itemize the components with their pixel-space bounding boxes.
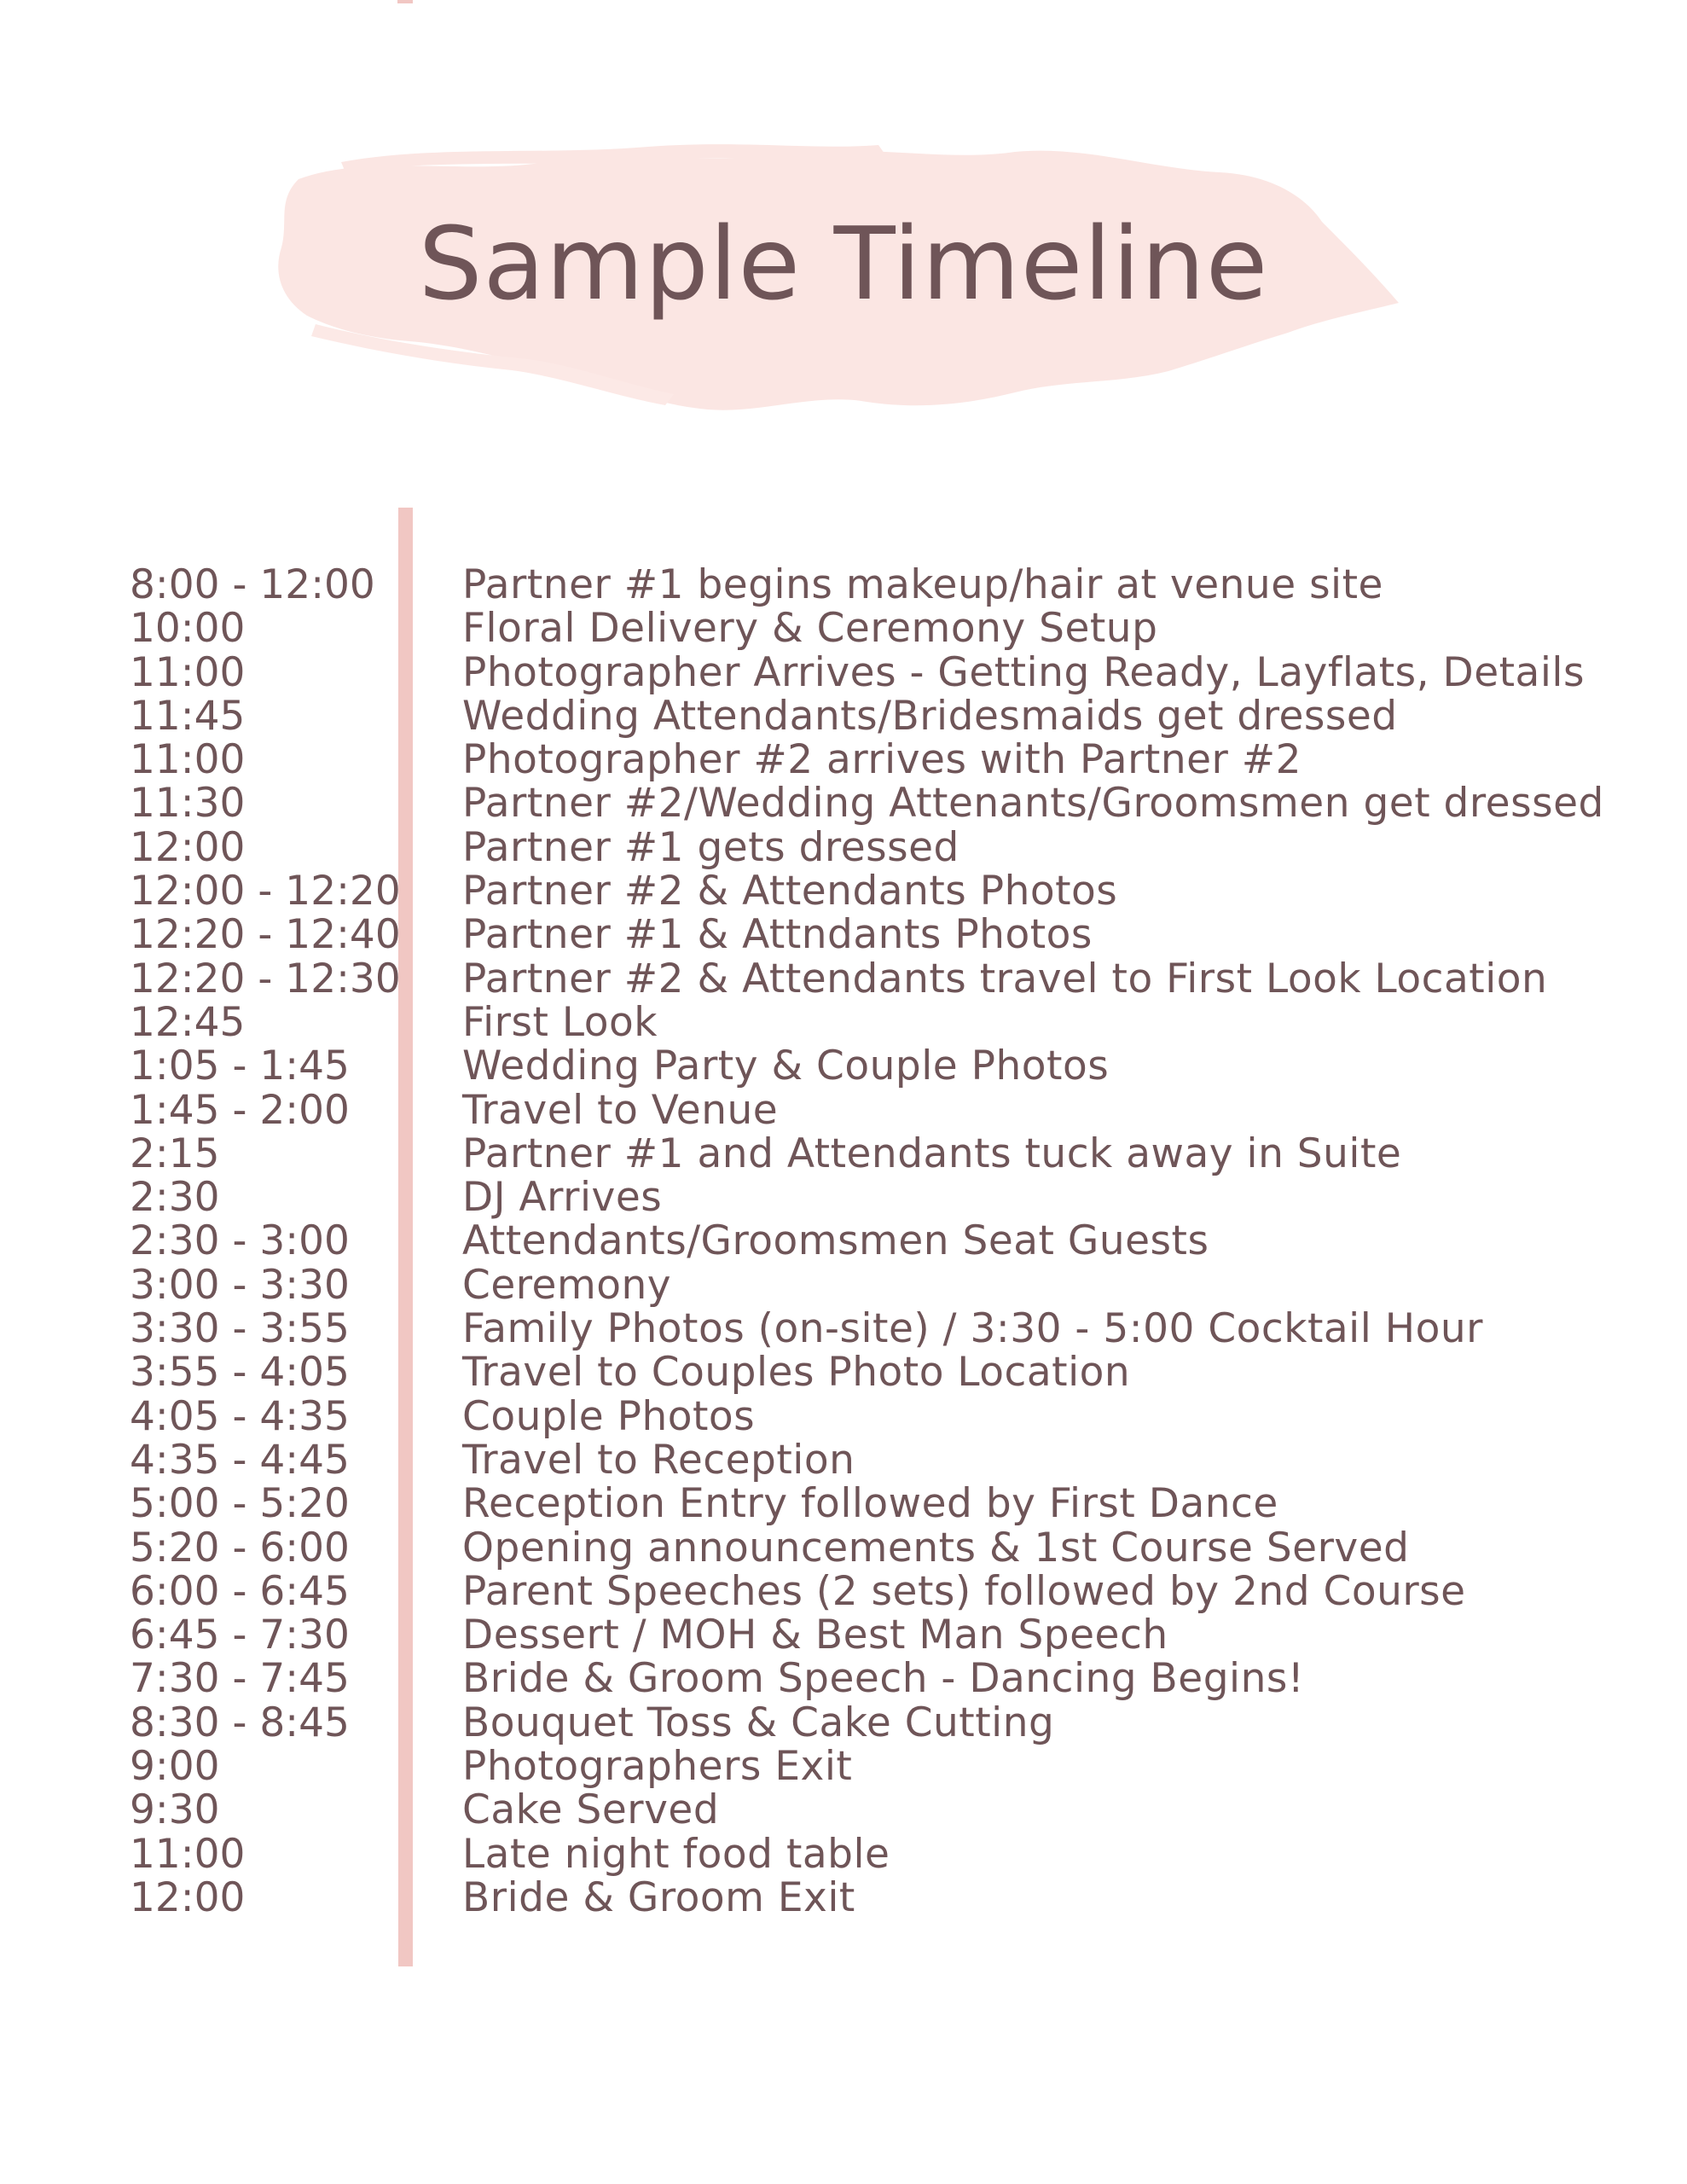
timeline-row bbox=[0, 1263, 1687, 1307]
timeline-row bbox=[0, 1480, 1687, 1528]
timeline-time: 2:15 bbox=[130, 1130, 220, 1177]
timeline-event: Partner #2/Wedding Attenants/Groomsmen get dressed bbox=[462, 780, 1604, 828]
timeline-row bbox=[0, 823, 1687, 871]
timeline-time: 9:00 bbox=[130, 1743, 220, 1791]
timeline-event: Cake Served bbox=[462, 1786, 720, 1834]
timeline-row bbox=[0, 780, 1687, 828]
timeline-time: 10:00 bbox=[130, 605, 246, 653]
timeline-list bbox=[0, 563, 1687, 1920]
timeline-time: 8:30 - 8:45 bbox=[130, 1699, 350, 1746]
timeline-time: 4:05 - 4:35 bbox=[130, 1392, 350, 1440]
top-edge-mark bbox=[397, 0, 413, 3]
timeline-event: Partner #1 and Attendants tuck away in Suite bbox=[462, 1130, 1402, 1177]
timeline-time: 11:45 bbox=[130, 692, 246, 740]
timeline-event: Travel to Venue bbox=[462, 1086, 779, 1134]
timeline-event: Partner #1 & Attndants Photos bbox=[462, 911, 1093, 959]
timeline-event: Travel to Couples Photo Location bbox=[462, 1349, 1131, 1397]
timeline-event: Partner #2 & Attendants Photos bbox=[462, 868, 1118, 915]
timeline-time: 12:00 bbox=[130, 1873, 246, 1921]
page-title: Sample Timeline bbox=[418, 205, 1269, 322]
timeline-event: Photographer Arrives - Getting Ready, Layflats, Details bbox=[462, 648, 1585, 696]
timeline-event: Travel to Reception bbox=[462, 1436, 855, 1484]
timeline-time: 11:00 bbox=[130, 648, 246, 696]
timeline-row bbox=[0, 1743, 1687, 1791]
timeline-time: 1:45 - 2:00 bbox=[130, 1086, 350, 1134]
timeline-event: Dessert / MOH & Best Man Speech bbox=[462, 1612, 1168, 1659]
timeline-row bbox=[0, 1655, 1687, 1703]
timeline-row bbox=[0, 1788, 1687, 1832]
timeline-time: 5:00 - 5:20 bbox=[130, 1480, 350, 1528]
timeline-event: Opening announcements & 1st Course Served bbox=[462, 1524, 1410, 1571]
timeline-event: Bride & Groom Exit bbox=[462, 1873, 855, 1921]
timeline-time: 6:00 - 6:45 bbox=[130, 1567, 350, 1615]
timeline-time: 12:45 bbox=[130, 998, 246, 1046]
timeline-row bbox=[0, 957, 1687, 1001]
timeline-row bbox=[0, 694, 1687, 738]
timeline-time: 2:30 bbox=[130, 1174, 220, 1222]
timeline-row bbox=[0, 1873, 1687, 1921]
timeline-time: 12:20 - 12:30 bbox=[130, 955, 401, 1002]
timeline-time: 12:20 - 12:40 bbox=[130, 911, 401, 959]
timeline-time: 11:00 bbox=[130, 736, 246, 784]
timeline-event: Partner #2 & Attendants travel to First Look Location bbox=[462, 955, 1548, 1002]
timeline-row bbox=[0, 1526, 1687, 1570]
timeline-event: DJ Arrives bbox=[462, 1174, 663, 1222]
timeline-row bbox=[0, 1567, 1687, 1615]
timeline-time: 7:30 - 7:45 bbox=[130, 1655, 350, 1703]
timeline-row bbox=[0, 1219, 1687, 1263]
timeline-event: Reception Entry followed by First Dance bbox=[462, 1480, 1278, 1528]
timeline-row bbox=[0, 1349, 1687, 1397]
timeline-row bbox=[0, 1174, 1687, 1222]
timeline-row bbox=[0, 605, 1687, 653]
timeline-row bbox=[0, 1701, 1687, 1745]
timeline-time: 11:00 bbox=[130, 1830, 246, 1878]
timeline-event: Bride & Groom Speech - Dancing Begins! bbox=[462, 1655, 1305, 1703]
timeline-row bbox=[0, 1086, 1687, 1134]
timeline-time: 2:30 - 3:00 bbox=[130, 1217, 350, 1265]
timeline-row bbox=[0, 1438, 1687, 1482]
timeline-time: 4:35 - 4:45 bbox=[130, 1436, 350, 1484]
timeline-row bbox=[0, 1132, 1687, 1176]
timeline-event: Couple Photos bbox=[462, 1392, 756, 1440]
timeline-row bbox=[0, 563, 1687, 607]
timeline-time: 12:00 bbox=[130, 823, 246, 871]
timeline-event: Bouquet Toss & Cake Cutting bbox=[462, 1699, 1055, 1746]
timeline-time: 9:30 bbox=[130, 1786, 220, 1834]
timeline-time: 8:00 - 12:00 bbox=[130, 561, 375, 608]
timeline-row bbox=[0, 1830, 1687, 1878]
timeline-row bbox=[0, 1392, 1687, 1440]
timeline-event: Wedding Party & Couple Photos bbox=[462, 1043, 1110, 1090]
timeline-event: Parent Speeches (2 sets) followed by 2nd Course bbox=[462, 1567, 1466, 1615]
timeline-event: Attendants/Groomsmen Seat Guests bbox=[462, 1217, 1209, 1265]
timeline-event: Partner #1 gets dressed bbox=[462, 823, 959, 871]
timeline-event: Late night food table bbox=[462, 1830, 890, 1878]
timeline-row bbox=[0, 648, 1687, 696]
timeline-row bbox=[0, 869, 1687, 913]
timeline-event: Photographer #2 arrives with Partner #2 bbox=[462, 736, 1302, 784]
timeline-row bbox=[0, 736, 1687, 784]
timeline-time: 1:05 - 1:45 bbox=[130, 1043, 350, 1090]
timeline-event: Wedding Attendants/Bridesmaids get dressed bbox=[462, 692, 1398, 740]
timeline-event: Ceremony bbox=[462, 1261, 672, 1309]
timeline-event: Floral Delivery & Ceremony Setup bbox=[462, 605, 1158, 653]
timeline-time: 3:30 - 3:55 bbox=[130, 1305, 350, 1353]
timeline-time: 6:45 - 7:30 bbox=[130, 1612, 350, 1659]
timeline-row bbox=[0, 911, 1687, 959]
timeline-row bbox=[0, 1613, 1687, 1657]
timeline-time: 5:20 - 6:00 bbox=[130, 1524, 350, 1571]
timeline-event: Family Photos (on-site) / 3:30 - 5:00 Cocktail Hour bbox=[462, 1305, 1483, 1353]
timeline-time: 11:30 bbox=[130, 780, 246, 828]
timeline-event: First Look bbox=[462, 998, 658, 1046]
timeline-row bbox=[0, 1305, 1687, 1353]
timeline-event: Photographers Exit bbox=[462, 1743, 853, 1791]
timeline-time: 3:00 - 3:30 bbox=[130, 1261, 350, 1309]
timeline-row bbox=[0, 1044, 1687, 1088]
timeline-time: 3:55 - 4:05 bbox=[130, 1349, 350, 1397]
timeline-event: Partner #1 begins makeup/hair at venue site bbox=[462, 561, 1383, 608]
timeline-time: 12:00 - 12:20 bbox=[130, 868, 401, 915]
timeline-row bbox=[0, 998, 1687, 1046]
